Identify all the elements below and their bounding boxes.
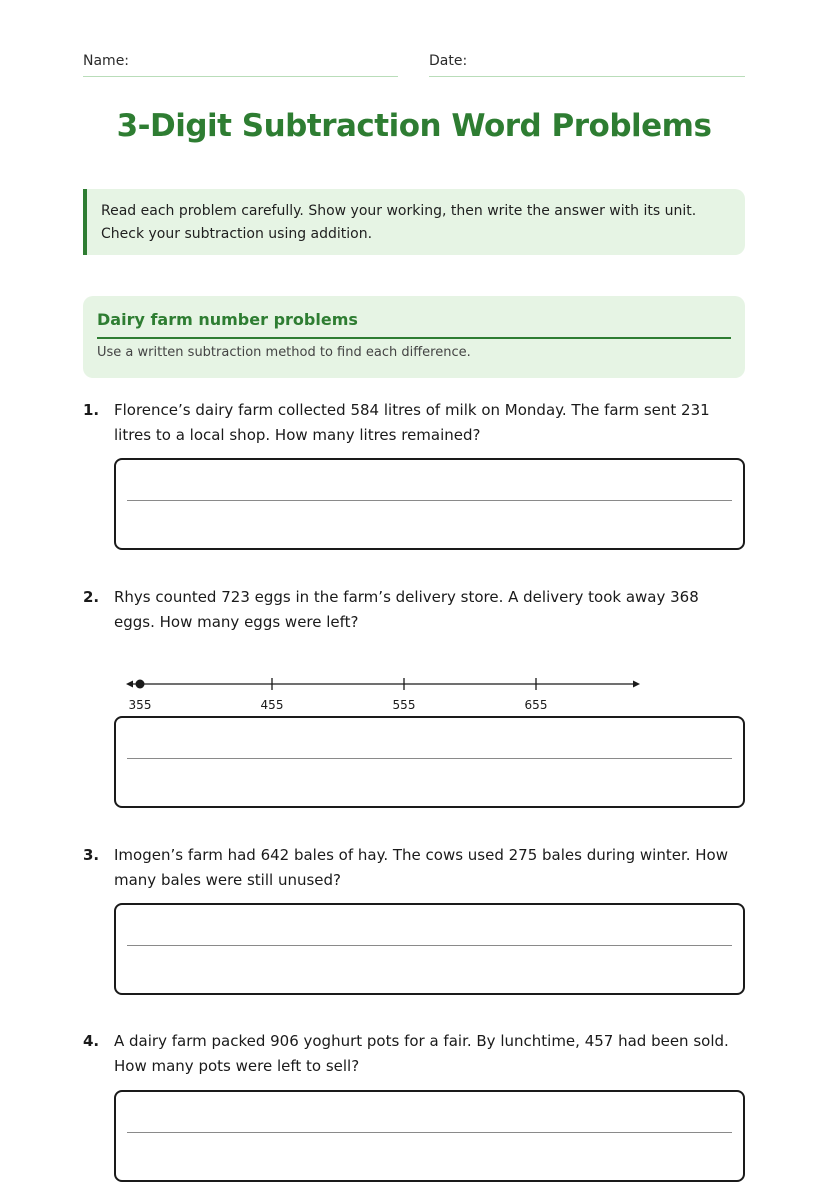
problem-number: 4. — [83, 1032, 100, 1050]
problem-text: A dairy farm packed 906 yoghurt pots for a fair. By lunchtime, 457 had been sold. How many pots were left to sell? — [114, 1032, 729, 1075]
problem-number: 2. — [83, 588, 100, 606]
number-line-svg — [114, 657, 654, 717]
problem-text: Imogen’s farm had 642 bales of hay. The cows used 275 bales during winter. How many bales were still unused? — [114, 846, 728, 889]
answer-line — [127, 758, 732, 759]
problem-number: 3. — [83, 846, 100, 864]
section-header — [83, 296, 745, 378]
name-label: Name: — [83, 53, 130, 69]
answer-box[interactable] — [114, 1090, 745, 1182]
problem-text: Rhys counted 723 eggs in the farm’s delivery store. A delivery took away 368 eggs. How many eggs were left? — [114, 588, 699, 631]
answer-box[interactable] — [114, 458, 745, 550]
answer-line — [127, 1132, 732, 1133]
number-line-tick-label: 455 — [260, 698, 284, 712]
section-title: Dairy farm number problems — [97, 310, 731, 339]
problem-text: Florence’s dairy farm collected 584 litres of milk on Monday. The farm sent 231 litres to a local shop. How many litres remained? — [114, 401, 710, 444]
date-field[interactable] — [429, 52, 745, 77]
instructions-line-2: Check your subtraction using addition. — [101, 226, 373, 242]
number-line-tick-label: 555 — [392, 698, 416, 712]
instructions-box — [83, 189, 745, 255]
worksheet-page — [83, 0, 745, 1171]
number-line-labels — [129, 698, 548, 712]
instructions-line-1: Read each problem carefully. Show your working, then write the answer with its unit. — [101, 203, 697, 219]
number-line — [114, 657, 654, 717]
date-label: Date: — [429, 53, 468, 69]
marked-point — [136, 680, 145, 689]
section-subtitle: Use a written subtraction method to find each difference. — [97, 345, 471, 360]
answer-line — [127, 945, 732, 946]
answer-line — [127, 500, 732, 501]
arrow-left-icon — [126, 681, 133, 688]
answer-box[interactable] — [114, 716, 745, 808]
problem-number: 1. — [83, 401, 100, 419]
answer-box[interactable] — [114, 903, 745, 995]
name-field[interactable] — [83, 52, 398, 77]
number-line-tick-label: 655 — [524, 698, 548, 712]
student-fields — [83, 52, 745, 78]
arrow-right-icon — [633, 681, 640, 688]
page-title: 3-Digit Subtraction Word Problems — [116, 108, 712, 144]
number-line-tick-label: 355 — [128, 698, 152, 712]
